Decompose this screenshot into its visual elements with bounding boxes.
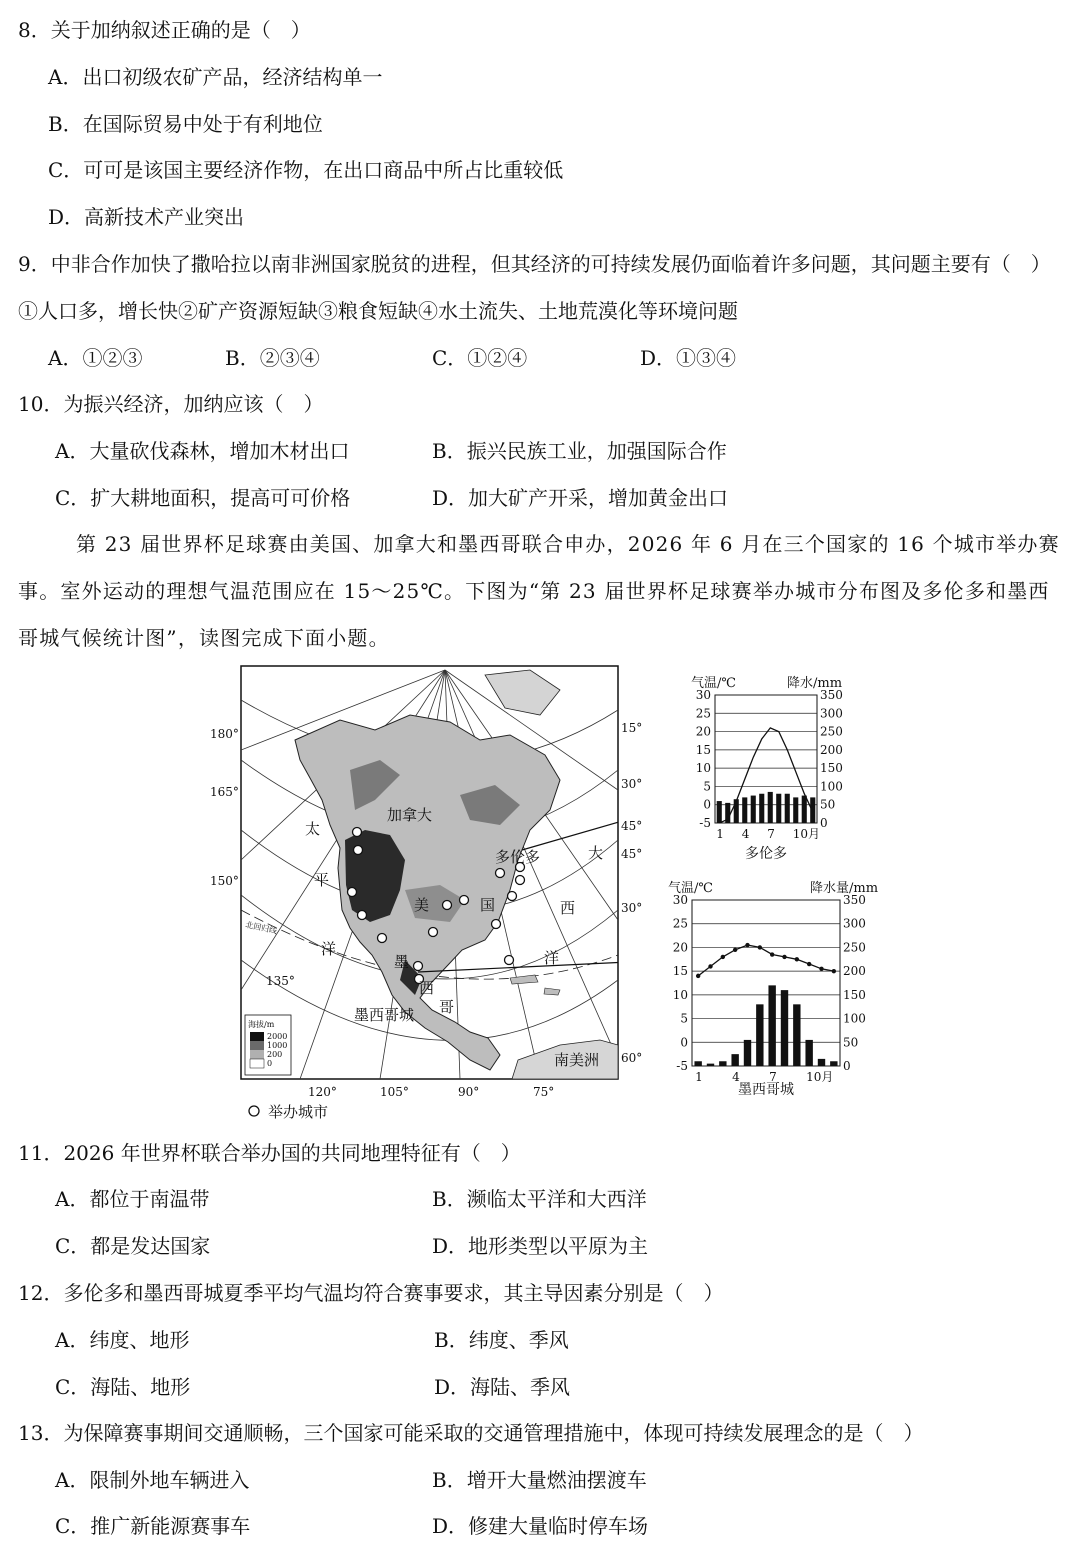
q11-option-d: D．地形类型以平原为主 bbox=[432, 1234, 649, 1258]
q12-option-c: C．海陆、地形 bbox=[55, 1375, 191, 1399]
precip-bar bbox=[785, 794, 790, 823]
precip-tick-label: 300 bbox=[820, 706, 843, 721]
lon-label: 90° bbox=[458, 1085, 480, 1099]
host-city-legend-marker bbox=[249, 1106, 259, 1116]
precip-bar bbox=[781, 990, 788, 1066]
temp-point bbox=[733, 948, 737, 952]
host-city-marker bbox=[492, 920, 501, 929]
temp-point bbox=[782, 955, 786, 959]
temp-tick-label: 5 bbox=[680, 1011, 688, 1026]
map bbox=[210, 666, 695, 1121]
precip-tick-label: 0 bbox=[820, 816, 828, 830]
month-tick-label: 7 bbox=[767, 827, 775, 841]
q8-option-a: A．出口初级农矿产品，经济结构单一 bbox=[48, 65, 383, 89]
host-city-legend-label: 举办城市 bbox=[268, 1103, 329, 1121]
q12-stem: 12．多伦多和墨西哥城夏季平均气温均符合赛事要求，其主导因素分别是（ ） bbox=[18, 1281, 724, 1305]
q13-option-c: C．推广新能源赛事车 bbox=[55, 1514, 251, 1538]
lon-label-left: 150° bbox=[210, 874, 239, 888]
host-city-marker bbox=[348, 888, 357, 897]
precip-tick-label: 350 bbox=[820, 688, 843, 702]
temp-point bbox=[708, 964, 712, 968]
temp-tick-label: -5 bbox=[676, 1059, 688, 1073]
host-city-marker bbox=[496, 869, 505, 878]
temp-tick-label: 15 bbox=[672, 964, 688, 979]
precip-bar bbox=[768, 985, 775, 1066]
q12-option-b: B．纬度、季风 bbox=[434, 1328, 569, 1352]
host-city-marker bbox=[516, 876, 525, 885]
q9-statements: ①人口多，增长快②矿产资源短缺③粮食短缺④水土流失、土地荒漠化等环境问题 bbox=[18, 299, 738, 323]
temp-tick-label: -5 bbox=[699, 816, 711, 830]
precip-tick-label: 100 bbox=[820, 779, 843, 794]
q12-option-d: D．海陆、季风 bbox=[434, 1375, 571, 1399]
temp-tick-label: 5 bbox=[703, 779, 711, 794]
precip-axis-title: 降水量/mm bbox=[810, 881, 879, 896]
q11-option-a: A．都位于南温带 bbox=[55, 1187, 210, 1211]
precip-bar bbox=[707, 1064, 714, 1066]
label-pacific-2: 平 bbox=[314, 871, 330, 889]
precip-axis-title: 降水/mm bbox=[787, 676, 843, 691]
temp-point bbox=[795, 957, 799, 961]
temp-tick-label: 10 bbox=[672, 987, 688, 1002]
precip-bar bbox=[734, 799, 739, 823]
label-south-america: 南美洲 bbox=[554, 1051, 600, 1069]
label-atlantic-3: 洋 bbox=[544, 949, 560, 967]
climate-chart-mexico-city bbox=[668, 880, 878, 1098]
precip-bar bbox=[756, 1004, 763, 1066]
precip-tick-label: 150 bbox=[820, 761, 843, 776]
label-usa-1: 美 bbox=[414, 896, 430, 914]
q9-option-a: A．①②③ bbox=[48, 346, 143, 370]
q8-option-c: C．可可是该国主要经济作物，在出口商品中所占比重较低 bbox=[48, 158, 564, 182]
precip-bar bbox=[742, 797, 747, 823]
temp-tick-label: 20 bbox=[695, 724, 711, 739]
host-city-marker bbox=[443, 901, 452, 910]
temp-tick-label: 15 bbox=[695, 742, 711, 757]
temp-point bbox=[770, 952, 774, 956]
chart-title: 墨西哥城 bbox=[738, 1082, 794, 1098]
lat-label-right: 45° bbox=[621, 819, 643, 833]
month-tick-label: 4 bbox=[732, 1070, 740, 1084]
precip-tick-label: 250 bbox=[820, 724, 843, 739]
label-pacific-1: 太 bbox=[305, 820, 321, 838]
temp-point bbox=[819, 967, 823, 971]
q10-option-b: B．振兴民族工业，加强国际合作 bbox=[432, 439, 727, 463]
elevation-legend bbox=[245, 1015, 291, 1075]
q13-option-a: A．限制外地车辆进入 bbox=[55, 1468, 250, 1492]
lat-label-right: 30° bbox=[621, 901, 643, 915]
temp-tick-label: 25 bbox=[695, 706, 711, 721]
q9-stem: 9．中非合作加快了撒哈拉以南非洲国家脱贫的进程，但其经济的可持续发展仍面临着许多问题，其问题主要有（ ） bbox=[18, 252, 1051, 276]
lat-label-right: 45° bbox=[621, 847, 643, 861]
host-city-marker bbox=[429, 928, 438, 937]
label-usa-2: 国 bbox=[480, 896, 496, 914]
chart-title: 多伦多 bbox=[745, 846, 787, 862]
month-tick-label: 10月 bbox=[806, 1070, 834, 1084]
lon-label-left: 135° bbox=[266, 974, 295, 988]
label-pacific-3: 洋 bbox=[321, 940, 337, 958]
precip-bar bbox=[719, 1061, 726, 1066]
temp-tick-label: 30 bbox=[672, 893, 688, 907]
temp-tick-label: 0 bbox=[680, 1035, 688, 1050]
precip-bar bbox=[751, 796, 756, 823]
temp-tick-label: 25 bbox=[672, 916, 688, 931]
lon-label-left: 165° bbox=[210, 785, 239, 799]
q11-option-c: C．都是发达国家 bbox=[55, 1234, 211, 1258]
q8-stem: 8．关于加纳叙述正确的是（ ） bbox=[18, 18, 311, 42]
precip-tick-label: 250 bbox=[843, 940, 866, 955]
host-city-marker bbox=[414, 962, 423, 971]
legend-value: 200 bbox=[267, 1050, 283, 1059]
temp-tick-label: 10 bbox=[695, 761, 711, 776]
precip-tick-label: 100 bbox=[843, 1011, 866, 1026]
host-city-marker bbox=[358, 911, 367, 920]
precip-tick-label: 50 bbox=[820, 797, 836, 812]
precip-tick-label: 200 bbox=[843, 964, 866, 979]
label-mexico-city: 墨西哥城 bbox=[354, 1006, 415, 1024]
label-canada: 加拿大 bbox=[387, 806, 433, 824]
q13-stem: 13．为保障赛事期间交通顺畅，三个国家可能采取的交通管理措施中，体现可持续发展理念的是（ ） bbox=[18, 1421, 924, 1445]
month-tick-label: 1 bbox=[695, 1070, 703, 1084]
temp-point bbox=[721, 955, 725, 959]
month-tick-label: 7 bbox=[769, 1070, 777, 1084]
host-city-marker bbox=[378, 934, 387, 943]
lat-label-right: 60° bbox=[621, 1051, 643, 1065]
precip-tick-label: 300 bbox=[843, 916, 866, 931]
legend-value: 2000 bbox=[267, 1032, 288, 1041]
q13-option-d: D．修建大量临时停车场 bbox=[432, 1514, 649, 1538]
precip-bar bbox=[830, 1061, 837, 1066]
legend-title: 海拔/m bbox=[248, 1020, 275, 1029]
lat-label-right: 15° bbox=[621, 721, 643, 735]
temp-point bbox=[807, 962, 811, 966]
label-tropic: 北回归线 bbox=[244, 920, 278, 936]
q9-option-b: B．②③④ bbox=[225, 346, 320, 370]
precip-bar bbox=[717, 801, 722, 823]
temp-point bbox=[832, 969, 836, 973]
label-mexico-1: 墨 bbox=[394, 953, 410, 971]
q10-option-d: D．加大矿产开采，增加黄金出口 bbox=[432, 486, 729, 510]
precip-bar bbox=[793, 1004, 800, 1066]
lon-label-left: 180° bbox=[210, 727, 239, 741]
q11-option-b: B．濒临太平洋和大西洋 bbox=[432, 1187, 647, 1211]
temp-tick-label: 20 bbox=[672, 940, 688, 955]
climate-chart-toronto bbox=[691, 675, 843, 862]
host-city-marker bbox=[508, 892, 517, 901]
q10-option-a: A．大量砍伐森林，增加木材出口 bbox=[55, 439, 350, 463]
q11-stem: 11．2026 年世界杯联合举办国的共同地理特征有（ ） bbox=[18, 1141, 521, 1165]
temp-tick-label: 30 bbox=[695, 688, 711, 702]
precip-bar bbox=[694, 1061, 701, 1066]
lon-label: 75° bbox=[533, 1085, 555, 1099]
temp-axis-title: 气温/℃ bbox=[668, 881, 713, 896]
q9-option-d: D．①③④ bbox=[640, 346, 737, 370]
precip-bar bbox=[768, 792, 773, 823]
legend-value: 0 bbox=[267, 1059, 273, 1068]
month-tick-label: 4 bbox=[741, 827, 750, 841]
precip-tick-label: 0 bbox=[843, 1059, 851, 1073]
temp-tick-label: 0 bbox=[703, 797, 711, 812]
q8-option-d: D．高新技术产业突出 bbox=[48, 205, 245, 229]
q8-option-b: B．在国际贸易中处于有利地位 bbox=[48, 112, 323, 136]
q12-option-a: A．纬度、地形 bbox=[55, 1328, 190, 1352]
chart-frame bbox=[692, 900, 840, 1066]
q10-stem: 10．为振兴经济，加纳应该（ ） bbox=[18, 392, 324, 416]
host-city-marker bbox=[505, 956, 514, 965]
temp-point bbox=[745, 943, 749, 947]
label-mexico-3: 哥 bbox=[439, 998, 455, 1016]
month-tick-label: 1 bbox=[716, 827, 724, 841]
precip-bar bbox=[805, 1040, 812, 1066]
host-city-marker bbox=[353, 828, 362, 837]
q10-option-c: C．扩大耕地面积，提高可可价格 bbox=[55, 486, 351, 510]
precip-bar bbox=[793, 797, 798, 823]
label-toronto: 多伦多 bbox=[495, 848, 541, 866]
precip-tick-label: 150 bbox=[843, 987, 866, 1002]
label-atlantic-1: 大 bbox=[588, 844, 604, 862]
label-atlantic-2: 西 bbox=[560, 899, 576, 917]
precip-bar bbox=[744, 1040, 751, 1066]
temp-point bbox=[758, 945, 762, 949]
precip-bar bbox=[810, 797, 815, 823]
precip-tick-label: 350 bbox=[843, 893, 866, 907]
lon-label: 120° bbox=[308, 1085, 337, 1099]
month-tick-label: 10月 bbox=[792, 827, 821, 841]
precip-tick-label: 200 bbox=[820, 742, 843, 757]
passage: 第 23 届世界杯足球赛由美国、加拿大和墨西哥联合申办，2026 年 6 月在三个国家的 16 个城市举办赛事。室外运动的理想气温范围应在 15～25℃。下图为“第 23 届世界杯足球赛举办城市分布图及多伦多和墨西哥城气候统计图”，读图完成下面小题。 bbox=[18, 532, 1060, 650]
precip-bar bbox=[759, 794, 764, 823]
precip-bar bbox=[802, 796, 807, 823]
temp-axis-title: 气温/℃ bbox=[691, 676, 736, 691]
label-mexico-2: 西 bbox=[419, 979, 435, 997]
temp-point bbox=[696, 974, 700, 978]
q9-option-c: C．①②④ bbox=[432, 346, 528, 370]
lat-label-right: 30° bbox=[621, 777, 643, 791]
legend-value: 1000 bbox=[267, 1041, 288, 1050]
precip-bar bbox=[731, 1054, 738, 1066]
precip-tick-label: 50 bbox=[843, 1035, 859, 1050]
figure bbox=[200, 660, 880, 1130]
q13-option-b: B．增开大量燃油摆渡车 bbox=[432, 1468, 647, 1492]
precip-bar bbox=[818, 1059, 825, 1066]
lon-label: 105° bbox=[380, 1085, 409, 1099]
host-city-marker bbox=[354, 846, 363, 855]
precip-bar bbox=[776, 794, 781, 823]
host-city-marker bbox=[460, 896, 469, 905]
